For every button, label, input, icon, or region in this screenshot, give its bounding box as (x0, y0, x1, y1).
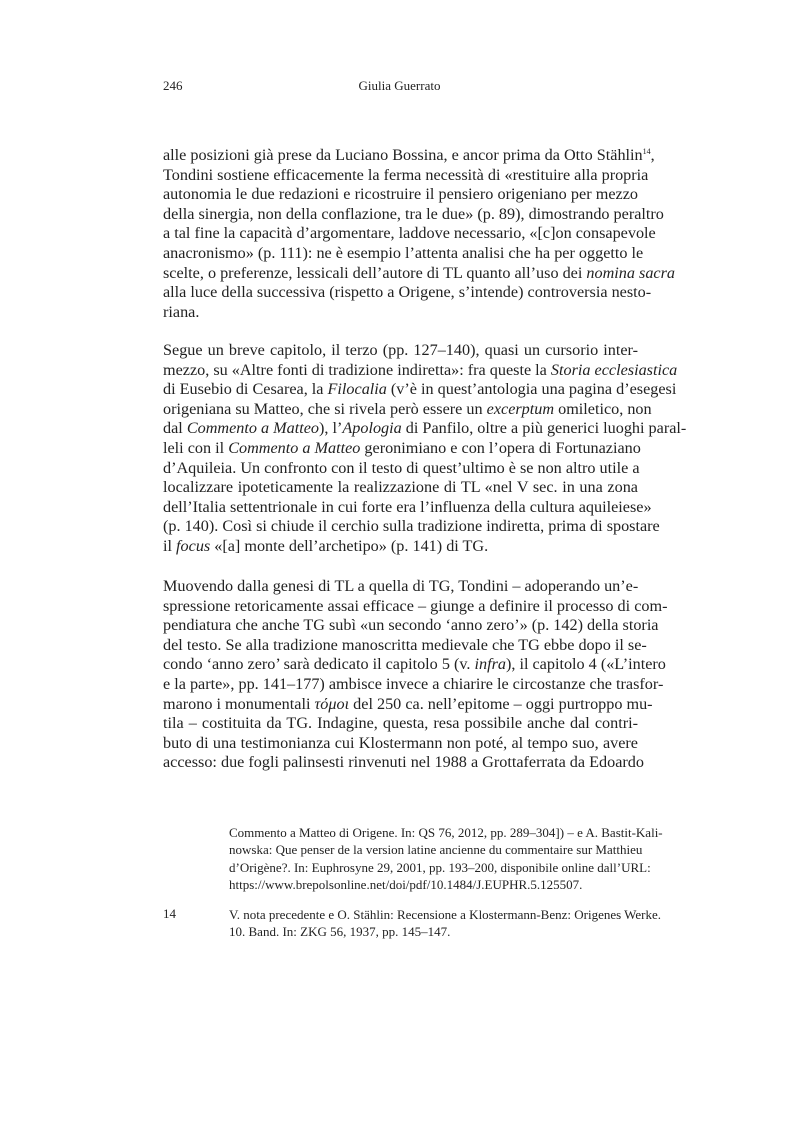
italic-text: Filocalia (327, 380, 387, 399)
text-run: di Panfilo, oltre a più generici luoghi paral- (401, 419, 687, 438)
italic-text: infra (474, 655, 506, 674)
text-run: autonomia le due redazioni e ricostruire il pensiero origeniano per mezzo (163, 185, 638, 204)
text-run: alle posizioni già prese da Luciano Bossina, e ancor prima da Otto Stählin (163, 146, 643, 164)
text-run: riana. (163, 302, 200, 321)
text-line (163, 753, 644, 773)
text-run: , (650, 146, 655, 164)
text-run: dal (163, 419, 187, 438)
italic-text: Commento a Matteo (186, 419, 320, 438)
text-run: d’Origène?. In: Euphrosyne 29, 2001, pp. 193–200, disponibile online dall’URL: (229, 859, 651, 875)
footnote-14 (229, 906, 662, 941)
text-line (163, 165, 649, 186)
text-line (163, 360, 678, 381)
text-run: tila – costituita da TG. Indagine, questa, resa possibile anche dal contri- (163, 714, 638, 733)
text-line (163, 341, 638, 361)
body-paragraph (163, 577, 668, 773)
text-run: Commento a Matteo di Origene. In: QS 76, 2012, pp. 289–304]) – e A. Bastit-Kali- (229, 825, 663, 840)
text-line (163, 303, 638, 323)
text-run: «[a] monte dell’archetipo» (p. 141) di TG. (210, 536, 489, 555)
text-line (163, 419, 687, 439)
text-run: d’Aquileia. Un confronto con il testo di quest’ultimo è se non altro utile a (163, 458, 640, 477)
text-run: V. nota precedente e O. Stählin: Recensione a Klostermann-Benz: Origenes Werke. (229, 907, 662, 922)
text-run: Segue un breve capitolo, il terzo (pp. 127–140), quasi un cursorio inter- (163, 341, 638, 359)
text-line (229, 906, 662, 923)
text-run: del testo. Se alla tradizione manoscritta medievale che TG ebbe dopo il se- (163, 635, 647, 654)
italic-text: Storia ecclesiastica (550, 360, 678, 379)
text-line (163, 734, 638, 754)
text-line (163, 497, 652, 518)
text-run: condo ‘anno zero’ sarà dedicato il capitolo 5 (v. (163, 655, 475, 674)
body-paragraph (163, 341, 687, 557)
text-line (163, 616, 659, 636)
italic-text: excerptum (486, 399, 555, 418)
italic-text: Commento a Matteo (228, 438, 361, 457)
text-run: https://www.brepolsonline.net/doi/pdf/10.1484/J.EUPHR.5.125507. (229, 877, 583, 893)
text-run: mezzo, su «Altre fonti di tradizione indiretta»: fra queste la (163, 360, 551, 379)
text-run: omiletico, non (554, 399, 652, 418)
text-run: scelte, o preferenze, lessicali dell’autore di TL quanto all’uso dei (163, 263, 587, 282)
text-run: di Eusebio di Cesarea, la (163, 380, 328, 399)
text-line (229, 923, 638, 940)
text-run: pendiatura che anche TG subì «un secondo ‘anno zero’» (p. 142) della storia (163, 616, 659, 635)
italic-text: focus (176, 536, 211, 555)
text-line (163, 243, 644, 264)
text-line (163, 537, 638, 557)
text-line (163, 655, 666, 675)
text-line (229, 859, 651, 876)
text-line (163, 674, 664, 695)
text-run: e la parte», pp. 141–177) ambisce invece a chiarire le circostanze che trasfor- (163, 674, 664, 693)
text-line (163, 263, 675, 284)
text-run: Muovendo dalla genesi di TL a quella di TG, Tondini – adoperando un’e- (163, 577, 639, 595)
text-run: localizzare ipoteticamente la realizzazione di TL «nel V sec. in una zona (163, 478, 638, 497)
text-run: Tondini sostiene efficacemente la ferma necessità di «restituire alla propria (163, 165, 649, 184)
text-line (163, 478, 638, 498)
text-run: (v’è in quest’antologia una pagina d’esegesi (386, 380, 677, 399)
running-head: Giulia Guerrato (358, 78, 441, 93)
text-run: il (163, 536, 177, 555)
text-line (229, 876, 638, 893)
body-paragraph (163, 146, 675, 322)
text-run: ), l’ (319, 419, 343, 438)
text-line (229, 841, 643, 858)
italic-text: τόμοι (314, 694, 350, 713)
text-run: (p. 140). Così si chiude il cerchio sulla tradizione indiretta, prima di spostare (163, 517, 660, 536)
text-line (163, 517, 660, 537)
text-line (163, 694, 653, 715)
text-line (163, 459, 638, 479)
text-line (163, 635, 647, 656)
text-run: accesso: due fogli palinsesti rinvenuti nel 1988 a Grottaferrata da Edoardo (163, 753, 644, 772)
text-run: geronimiano e con l’opera di Fortunaziano (360, 438, 641, 457)
text-run: del 250 ca. nell’epitome – oggi purtroppo mu- (349, 694, 653, 713)
text-line (163, 596, 668, 617)
text-run: 10. Band. In: ZKG 56, 1937, pp. 145–147. (229, 924, 451, 940)
page-number: 246 (163, 78, 183, 93)
text-line (163, 399, 652, 420)
text-run: spressione retoricamente assai efficace – giunge a definire il processo di com- (163, 596, 668, 615)
text-run: nowska: Que penser de la version latine ancienne du commentaire sur Matthieu (229, 842, 643, 858)
text-run: origeniana su Matteo, che si rivela però essere un (163, 399, 487, 418)
text-run: ), il capitolo 4 («L’intero (505, 655, 666, 674)
text-line (163, 283, 652, 303)
text-line (163, 185, 638, 205)
text-line (163, 204, 664, 225)
text-run: della sinergia, non della conflazione, tra le due» (p. 89), dimostrando peraltro (163, 204, 664, 223)
text-line (163, 380, 677, 400)
text-line (163, 714, 638, 734)
text-run: alla luce della successiva (rispetto a Origene, s’intende) controversia nesto- (163, 283, 652, 302)
text-run: dell’Italia settentrionale in cui forte era l’influenza della cultura aquileiese» (163, 497, 652, 516)
footnote-continuation (229, 824, 663, 894)
text-line (229, 824, 663, 841)
footnote-ref: 14 (642, 147, 651, 156)
text-run: buto di una testimonianza cui Klostermann non poté, al tempo suo, avere (163, 733, 638, 752)
text-run: a tal fine la capacità d’argomentare, laddove necessario, «[c]on consapevole (163, 224, 656, 243)
italic-text: Apologia (342, 419, 402, 438)
italic-text: nomina sacra (586, 263, 675, 282)
text-run: marono i monumentali (163, 694, 315, 713)
text-run: anacronismo» (p. 111): ne è esempio l’attenta analisi che ha per oggetto le (163, 243, 644, 262)
footnote-number: 14 (163, 906, 176, 921)
text-run: leli con il (163, 438, 229, 457)
text-line (163, 224, 656, 244)
text-line (163, 146, 655, 166)
text-line (163, 577, 638, 597)
text-line (163, 438, 641, 459)
